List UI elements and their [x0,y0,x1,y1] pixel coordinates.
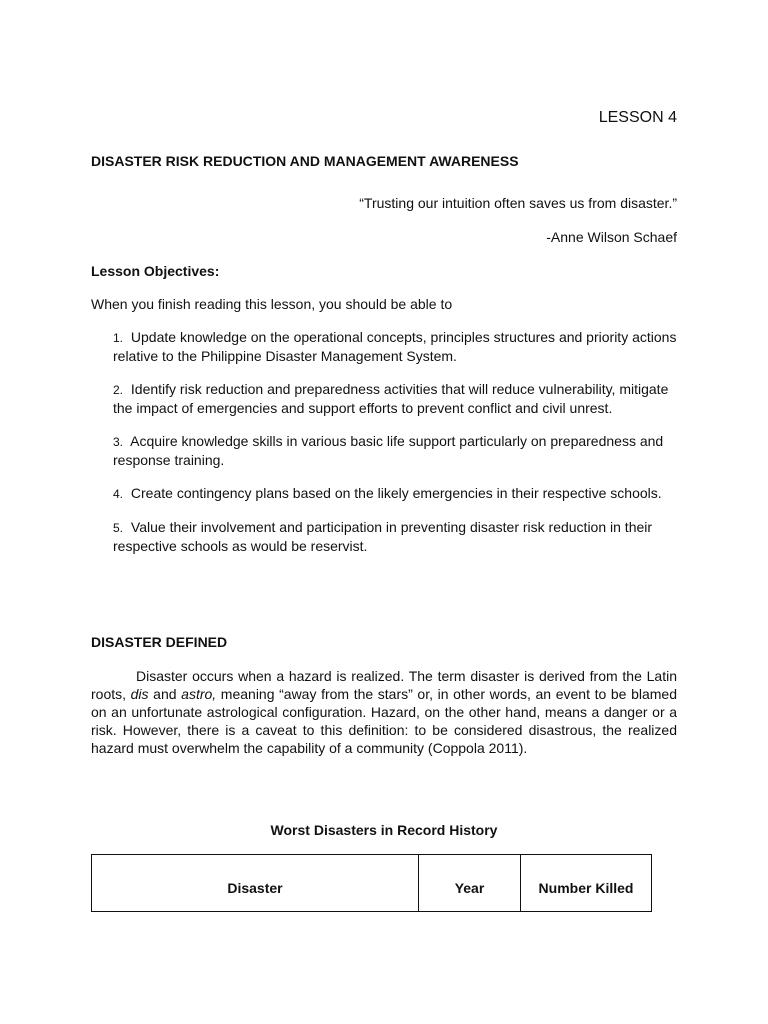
definition-paragraph [91,667,677,757]
paragraph-text: meaning “away from the stars” or, in other words, an event to be blamed on an unfortunate astrological configuration. Hazard, on the other hand, means a danger or a risk. However, there is a caveat to this definition: to be considered disastrous, the realized hazard must overwhelm the capability of a community (Coppola 2011). [91,686,677,756]
objective-number: 3. [113,435,124,449]
header-disaster: Disaster [92,855,419,912]
objective-number: 4. [113,487,124,501]
objective-item [113,518,683,555]
epigraph-quote: “Trusting our intuition often saves us from disaster.” [359,195,677,211]
lesson-title: DISASTER RISK REDUCTION AND MANAGEMENT AWARENESS [91,153,519,169]
objective-text: Update knowledge on the operational concepts, principles structures and priority actions relative to the Philippine Disaster Management System. [113,329,677,364]
epigraph-author: -Anne Wilson Schaef [546,229,677,245]
objectives-list [113,328,683,570]
paragraph-text: and [148,686,182,702]
objective-item [113,484,683,503]
header-number-killed: Number Killed [521,855,652,912]
objective-text: Identify risk reduction and preparedness activities that will reduce vulnerability, mitigate the impact of emergencies and support efforts to prevent conflict and civil unrest. [113,381,669,416]
objectives-heading: Lesson Objectives: [91,263,220,279]
latin-term-dis: dis [130,686,149,702]
objective-number: 5. [113,521,124,535]
objective-text: Acquire knowledge skills in various basic life support particularly on preparedness and response training. [113,433,664,468]
table-caption: Worst Disasters in Record History [270,822,498,838]
objective-item [113,328,683,365]
paragraph-text: Disaster occurs when a hazard is realized. The term disaster is derived from the Latin roots, [91,668,677,702]
objective-number: 1. [113,331,124,345]
objectives-intro: When you finish reading this lesson, you should be able to [91,296,453,312]
objective-item [113,380,683,417]
disasters-table [91,854,652,912]
objective-text: Value their involvement and participation in preventing disaster risk reduction in their respective schools as would be reservist. [113,519,653,554]
objective-number: 2. [113,383,124,397]
latin-term-astro: astro, [181,686,217,702]
objective-item [113,432,683,469]
section-heading: DISASTER DEFINED [91,634,228,650]
table-header-row [92,855,652,912]
lesson-number: LESSON 4 [598,109,677,126]
header-year: Year [419,855,521,912]
objective-text: Create contingency plans based on the likely emergencies in their respective schools. [130,485,662,501]
